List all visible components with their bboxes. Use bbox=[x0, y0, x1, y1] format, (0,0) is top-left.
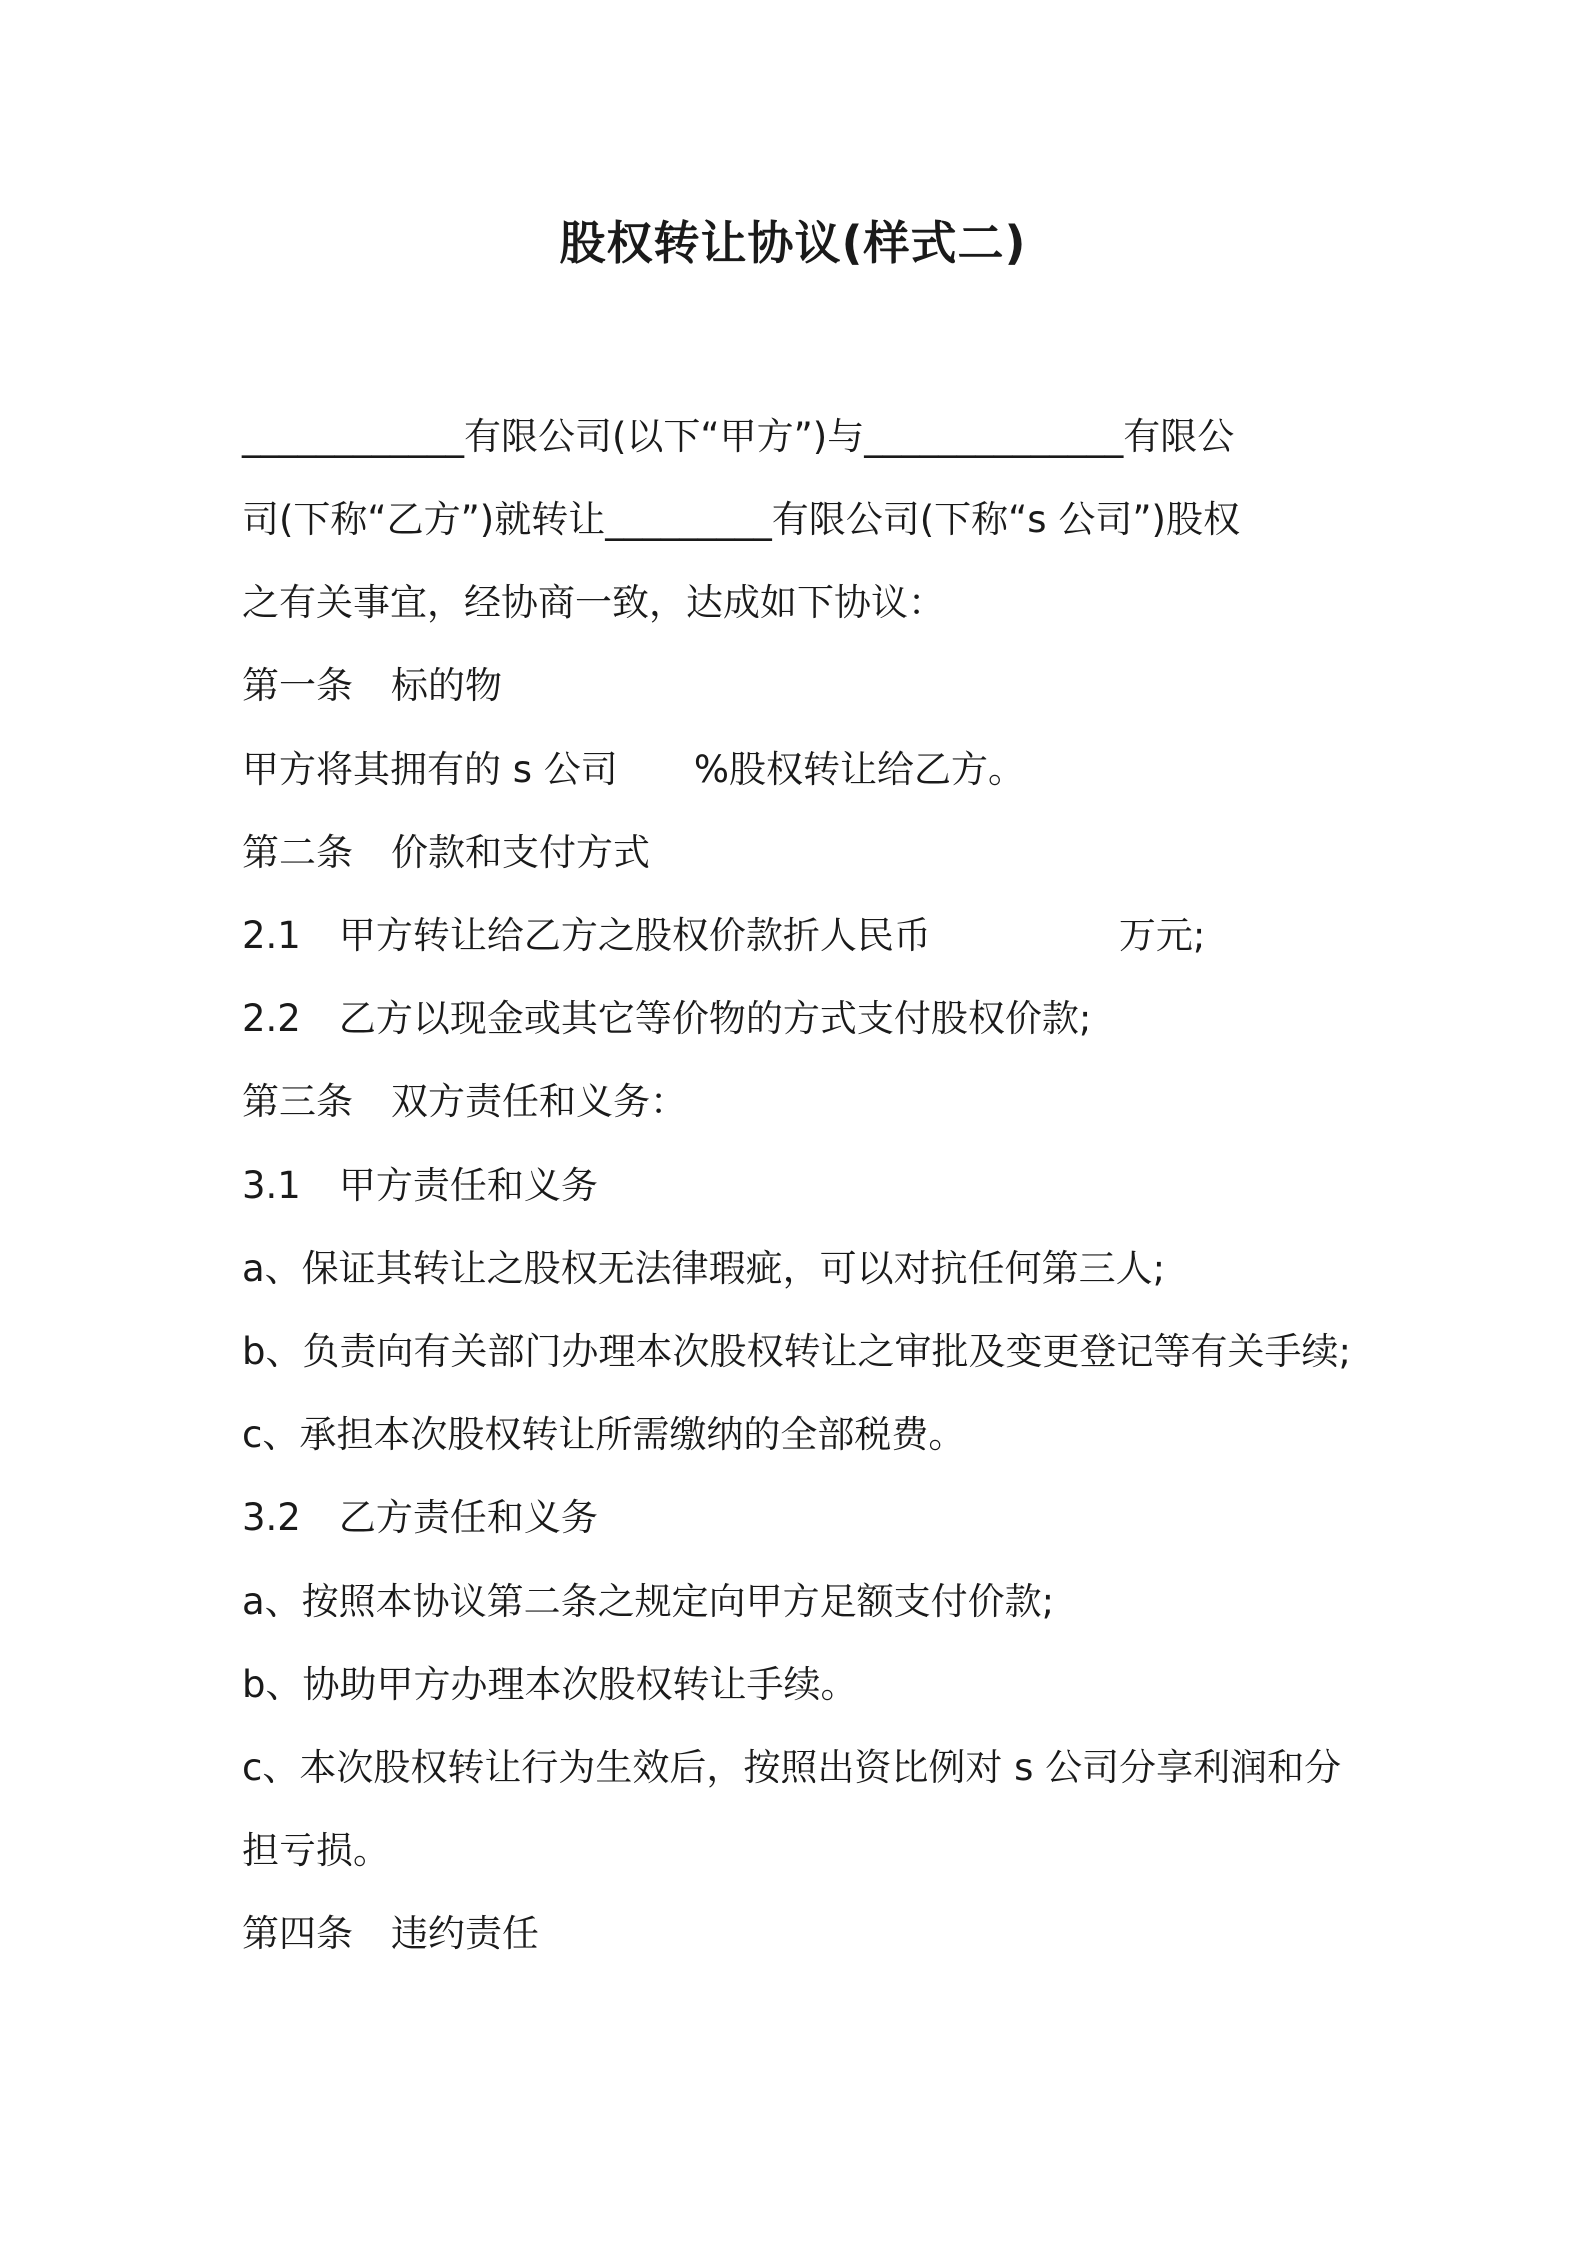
article-1-text-before: 甲方将其拥有的 s 公司 bbox=[242, 748, 618, 791]
clause-3-2-item-b: b、协助甲方办理本次股权转让手续。 bbox=[242, 1663, 858, 1706]
clause-3-2-item-c: c、本次股权转让行为生效后，按照出资比例对 s 公司分享利润和分 bbox=[242, 1746, 1342, 1789]
article-2-heading-row bbox=[242, 828, 650, 878]
article-1-text-row bbox=[242, 745, 1025, 795]
article-1-heading-row bbox=[242, 661, 502, 711]
clause-2-2-number: 2.2 bbox=[242, 997, 301, 1040]
intro-line-3: 之有关事宜，经协商一致，达成如下协议： bbox=[242, 581, 945, 624]
clause-3-2-row bbox=[242, 1493, 598, 1543]
clause-3-2-title: 乙方责任和义务 bbox=[338, 1496, 598, 1539]
article-3-number: 第三条 bbox=[242, 1080, 353, 1123]
clause-3-2-item-a: a、按照本协议第二条之规定向甲方足额支付价款; bbox=[242, 1580, 1055, 1623]
clause-3-2-number: 3.2 bbox=[242, 1496, 301, 1539]
clause-3-1-title: 甲方责任和义务 bbox=[338, 1164, 598, 1207]
clause-3-1-row bbox=[242, 1161, 598, 1211]
article-4-title: 违约责任 bbox=[391, 1912, 539, 1955]
article-3-heading-row bbox=[242, 1077, 687, 1127]
clause-2-1-tail: 万元; bbox=[1118, 914, 1206, 957]
article-2-title: 价款和支付方式 bbox=[391, 831, 650, 874]
clause-3-1-number: 3.1 bbox=[242, 1164, 301, 1207]
article-3-title: 双方责任和义务： bbox=[391, 1080, 687, 1123]
article-4-number: 第四条 bbox=[242, 1912, 353, 1955]
clause-3-1-item-b: b、负责向有关部门办理本次股权转让之审批及变更登记等有关手续; bbox=[242, 1330, 1351, 1373]
clause-2-2-text: 乙方以现金或其它等价物的方式支付股权价款; bbox=[338, 997, 1092, 1040]
clause-2-1-text: 甲方转让给乙方之股权价款折人民币 bbox=[338, 914, 931, 957]
article-1-text-after: %股权转让给乙方。 bbox=[693, 748, 1025, 791]
clause-3-1-item-a: a、保证其转让之股权无法律瑕疵，可以对抗任何第三人; bbox=[242, 1247, 1166, 1290]
clause-2-1-number: 2.1 bbox=[242, 914, 301, 957]
article-2-number: 第二条 bbox=[242, 831, 353, 874]
intro-line-2: 司(下称“乙方”)就转让_________有限公司(下称“s 公司”)股权 bbox=[242, 498, 1240, 541]
clause-3-2-item-c-continued: 担亏损。 bbox=[242, 1829, 390, 1872]
article-4-heading-row bbox=[242, 1909, 539, 1959]
article-1-number: 第一条 bbox=[242, 664, 353, 707]
document-title: 股权转让协议(样式二) bbox=[559, 216, 1027, 270]
clause-2-1-row bbox=[242, 911, 1205, 961]
clause-2-2-row bbox=[242, 994, 1091, 1044]
clause-3-1-item-c: c、承担本次股权转让所需缴纳的全部税费。 bbox=[242, 1413, 966, 1456]
article-1-title: 标的物 bbox=[391, 664, 502, 707]
intro-line-1: ____________有限公司(以下“甲方”)与______________有限公 bbox=[242, 415, 1235, 458]
